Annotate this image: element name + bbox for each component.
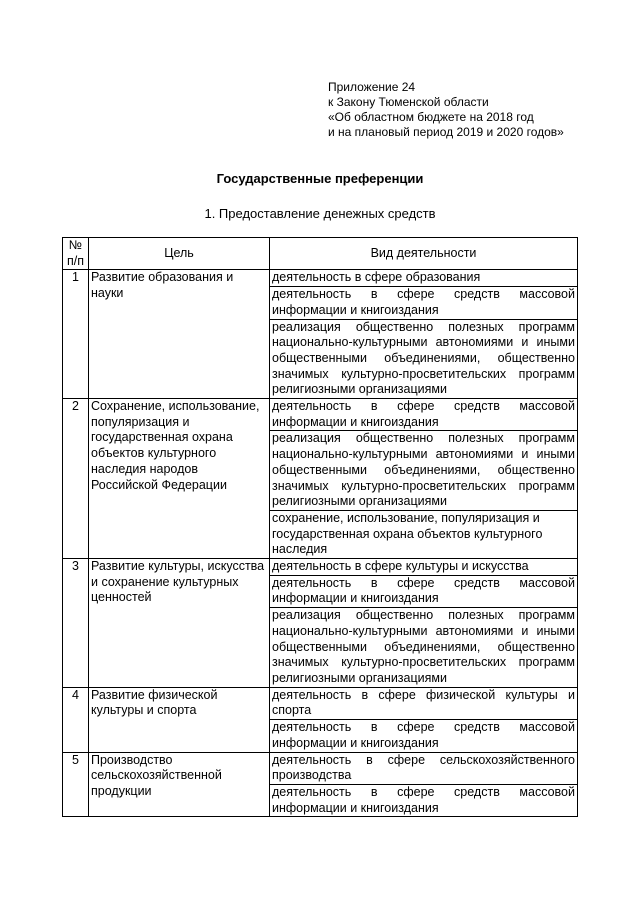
appendix-note	[328, 80, 628, 140]
row-goal: Развитие физической культуры и спорта	[89, 687, 270, 752]
header-activity: Вид деятельности	[270, 238, 578, 270]
row-number: 5	[63, 752, 89, 817]
section-title: 1. Предоставление денежных средств	[204, 206, 436, 221]
row-activity: деятельность в сфере средств массовой информации и книгоиздания	[270, 287, 578, 319]
row-number: 4	[63, 687, 89, 752]
row-activity: реализация общественно полезных программ национально-культурными автономиями и иными общественными объединениями, общественно значимых культурно-просветительских программ религиозными организациями	[270, 608, 578, 688]
header-goal: Цель	[89, 238, 270, 270]
appendix-line: к Закону Тюменской области	[328, 95, 489, 109]
row-activity: деятельность в сфере культуры и искусства	[270, 559, 578, 576]
table-row	[63, 752, 578, 784]
appendix-line: Приложение 24	[328, 80, 416, 94]
row-activity: деятельность в сфере средств массовой информации и книгоиздания	[270, 720, 578, 752]
row-goal: Развитие культуры, искусства и сохранение культурных ценностей	[89, 559, 270, 688]
document-title: Государственные преференции	[216, 171, 424, 186]
table-row	[63, 399, 578, 431]
row-activity: реализация общественно полезных программ национально-культурными автономиями и иными общественными объединениями, общественно значимых культурно-просветительских программ религиозными организациями	[270, 319, 578, 399]
row-number: 2	[63, 399, 89, 559]
row-activity: деятельность в сфере средств массовой информации и книгоиздания	[270, 399, 578, 431]
preferences-table	[62, 237, 578, 817]
appendix-line: и на плановый период 2019 и 2020 годов»	[328, 125, 564, 139]
row-activity: реализация общественно полезных программ национально-культурными автономиями и иными общественными объединениями, общественно значимых культурно-просветительских программ религиозными организациями	[270, 431, 578, 511]
row-number: 3	[63, 559, 89, 688]
row-activity: деятельность в сфере средств массовой информации и книгоиздания	[270, 575, 578, 607]
row-goal: Сохранение, использование, популяризация и государственная охрана объектов культурного наследия народов Российской Федерации	[89, 399, 270, 559]
table-row	[63, 559, 578, 576]
appendix-line: «Об областном бюджете на 2018 год	[328, 110, 534, 124]
row-activity: сохранение, использование, популяризация и государственная охрана объектов культурного наследия	[270, 510, 578, 558]
table-row	[63, 687, 578, 719]
table-header-row	[63, 238, 578, 270]
header-number: № п/п	[63, 238, 89, 270]
row-activity: деятельность в сфере сельскохозяйственного производства	[270, 752, 578, 784]
row-number: 1	[63, 270, 89, 399]
row-activity: деятельность в сфере физической культуры и спорта	[270, 687, 578, 719]
row-goal: Производство сельскохозяйственной продукции	[89, 752, 270, 817]
row-goal: Развитие образования и науки	[89, 270, 270, 399]
table-row	[63, 270, 578, 287]
row-activity: деятельность в сфере образования	[270, 270, 578, 287]
row-activity: деятельность в сфере средств массовой информации и книгоиздания	[270, 784, 578, 816]
